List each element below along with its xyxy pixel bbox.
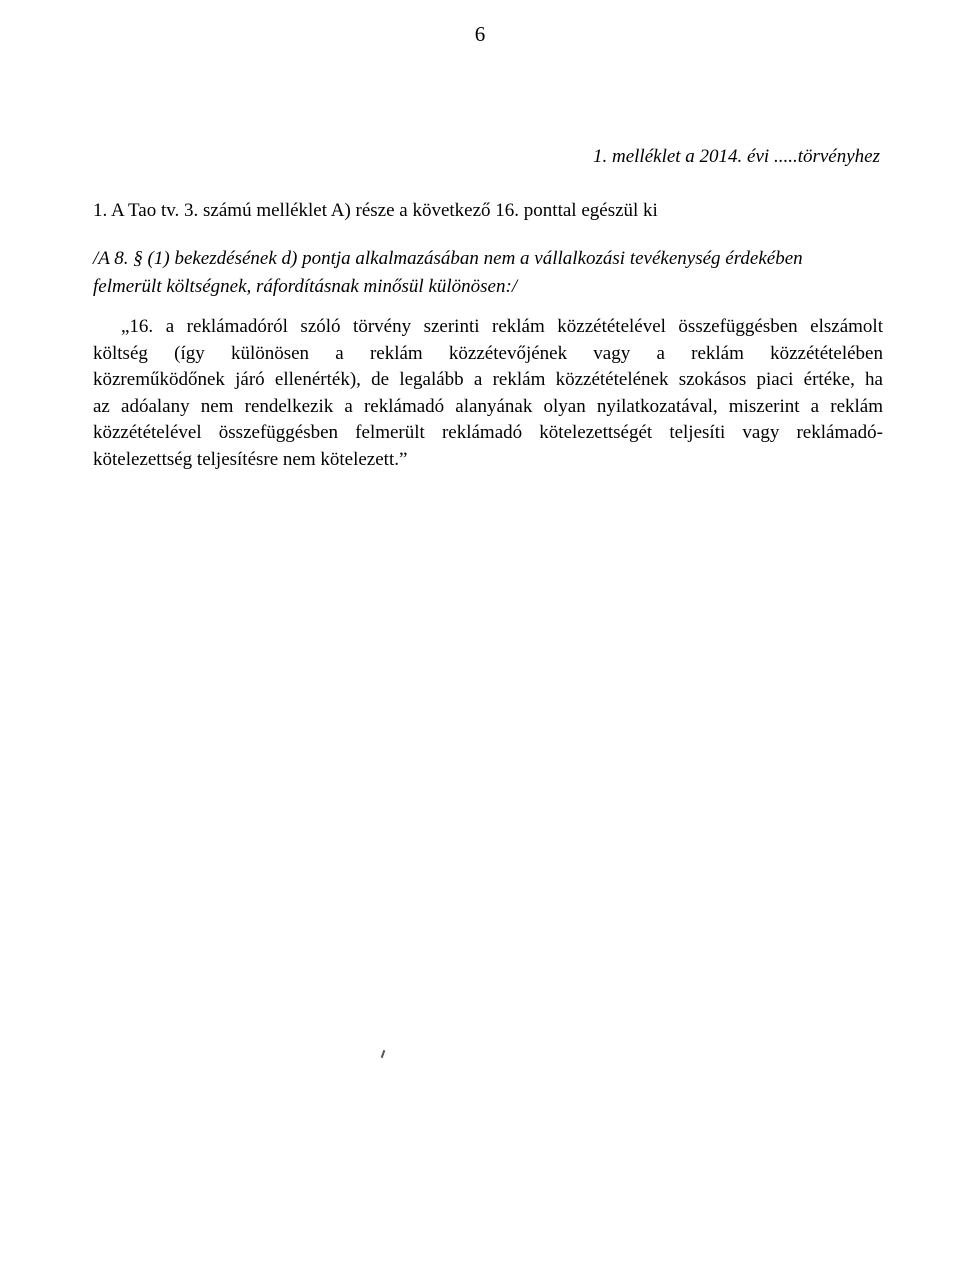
amendment-instruction: 1. A Tao tv. 3. számú melléklet A) része a következő 16. ponttal egészül ki [93,200,658,221]
provision-line: költség (így különösen a reklám közzétevőjének vagy a reklám közzétételében [93,342,883,364]
provision-line: „16. a reklámadóról szóló törvény szerinti reklám közzétételével összefüggésben elszámolt [121,316,883,337]
provision-line: kötelezettség teljesítésre nem kötelezett.” [93,448,408,470]
scan-artifact-mark [381,1050,386,1058]
page-number: 6 [474,22,486,46]
context-line: /A 8. § (1) bekezdésének d) pontja alkalmazásában nem a vállalkozási tevékenység érdekében [93,248,803,269]
provision-line: közreműködőnek járó ellenérték), de legalább a reklám közzétételének szokásos piaci értéke, ha [93,369,883,390]
context-block [93,245,883,301]
context-line: felmerült költségnek, ráfordításnak minősül különösen:/ [93,276,518,297]
provision-line: az adóalany nem rendelkezik a reklámadó alanyának olyan nyilatkozatával, miszerint a reklám [93,395,883,417]
provision-paragraph [93,314,883,473]
annex-header: 1. melléklet a 2014. évi .....törvényhez [592,146,880,167]
provision-line: közzétételével összefüggésben felmerült reklámadó kötelezettségét teljesíti vagy reklámadó- [93,422,883,443]
